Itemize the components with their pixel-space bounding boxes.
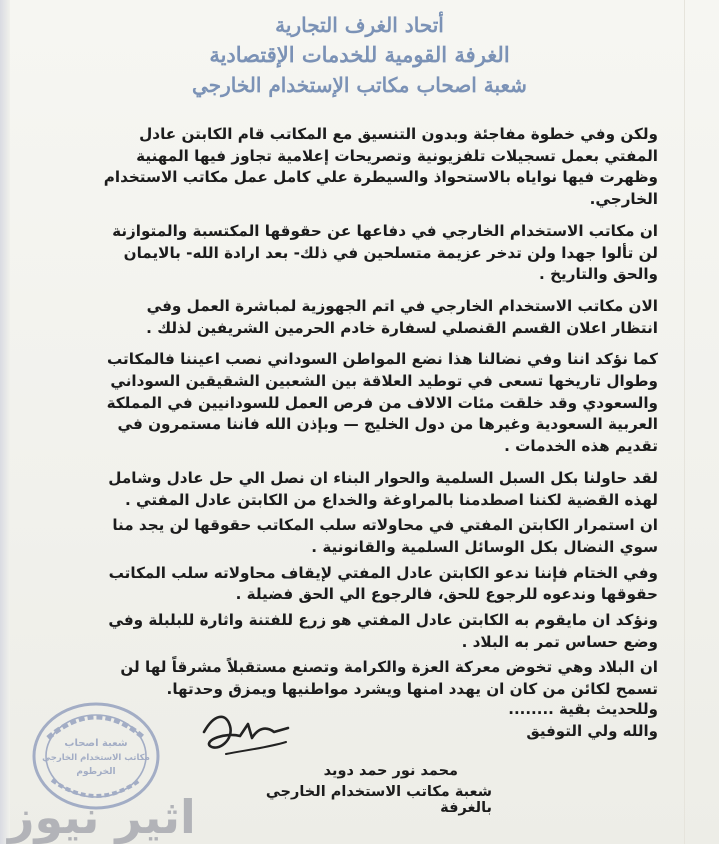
- paragraph-9: ان البلاد وهي تخوض معركة العزة والكرامة وتصنع مستقبلاً مشرقاً لها لن تسمح لكائن من كان ان يهدد امنها ويشرد مواطنيها ويمزق وحدتها.: [120, 658, 658, 699]
- paragraph-3: الان مكاتب الاستخدام الخارجي في اتم الجهوزية لمباشرة العمل وفي انتظار اعلان القسم القنصلي لسفارة خادم الحرمين الشريفين لذلك .: [146, 296, 658, 337]
- paragraph-6: ان استمرار الكابتن المفتي في محاولاته سلب المكاتب حقوقها لن يجد منا سوي النضال بكل الوسائل السلمية والقانونية .: [112, 516, 658, 556]
- scan-edge-line: [684, 0, 685, 844]
- letterhead-chamber: الغرفة القومية للخدمات الإقتصادية: [209, 42, 510, 67]
- letterhead-division: شعبة اصحاب مكاتب الإستخدام الخارجي: [192, 73, 527, 97]
- paragraph-4: كما نؤكد اننا وفي نضالنا هذا نضع المواطن السوداني نصب اعيننا فالمكاتب وطوال تاريخها تسعى في توطيد العلاقة بين الشعبين الشقيقين السوداني والسعودي وقد خلقت مئات الالاف من فرص العمل للسودانيين في المملكة العربية السعودية وغيرها من دول الخليج — وبإذن الله فاننا مستمرون في تقديم هذه الخدمات .: [106, 350, 658, 456]
- letterhead-federation: أتحاد الغرف التجارية: [275, 13, 444, 37]
- page-edge-shadow: [0, 0, 10, 844]
- paragraph-1: ولكن وفي خطوة مفاجئة وبدون التنسيق مع المكاتب قام الكابتن عادل المفتي بعمل تسجيلات تلفزيونية وتصريحات إعلامية تجاوز فيها المهنية وظهرت فيها نواياه بالاستحواذ والسيطرة علي كامل عمل مكاتب الاستخدام الخارجي.: [103, 125, 658, 209]
- paragraph-7: وفي الختام فإننا ندعو الكابتن عادل المفتي لإيقاف محاولاته سلب المكاتب حقوقها وندعوه للرجوع للحق، فالرجوع الي الحق فضيلة .: [108, 563, 658, 604]
- closing-blessing: والله ولي التوفيق: [526, 722, 658, 740]
- closing-to-be-continued: وللحديث بقية ........: [508, 700, 658, 718]
- paragraph-2: ان مكاتب الاستخدام الخارجي في دفاعها عن حقوقها المكتسبة والمتوازنة لن تألوا جهدا ولن تدخر عزيمة متسلحين في ذلك- بعد ارادة الله- بالايمان والحق والتاريخ .: [112, 221, 658, 284]
- stamp-line-3: الخرطوم: [76, 767, 116, 777]
- letter-body: [100, 124, 658, 705]
- news-watermark: اثير نيوز: [8, 790, 196, 844]
- letterhead: [0, 10, 719, 100]
- paragraph-5: لقد حاولنا بكل السبل السلمية والحوار البناء ان نصل الي حل عادل وشامل لهذه القضية لكننا اصطدمنا بالمراوغة والخداع من الكابتن عادل المفتي .: [108, 468, 658, 509]
- closing-block: [380, 698, 658, 742]
- stamp-line-1: شعبة اصحاب: [64, 738, 128, 749]
- stamp-line-2: مكاتب الاستخدام الخارجي: [42, 753, 150, 763]
- signer-title: شعبة مكاتب الاستخدام الخارجي بالغرفة: [265, 784, 492, 816]
- signer-name: محمد نور حمد دويد: [323, 763, 458, 779]
- paragraph-8: ونؤكد ان مايقوم به الكابتن عادل المفتي هو زرع للفتنة واثارة للبلبلة وفي وضع حساس تمر به البلاد .: [108, 611, 658, 651]
- handwritten-signature: [196, 702, 296, 762]
